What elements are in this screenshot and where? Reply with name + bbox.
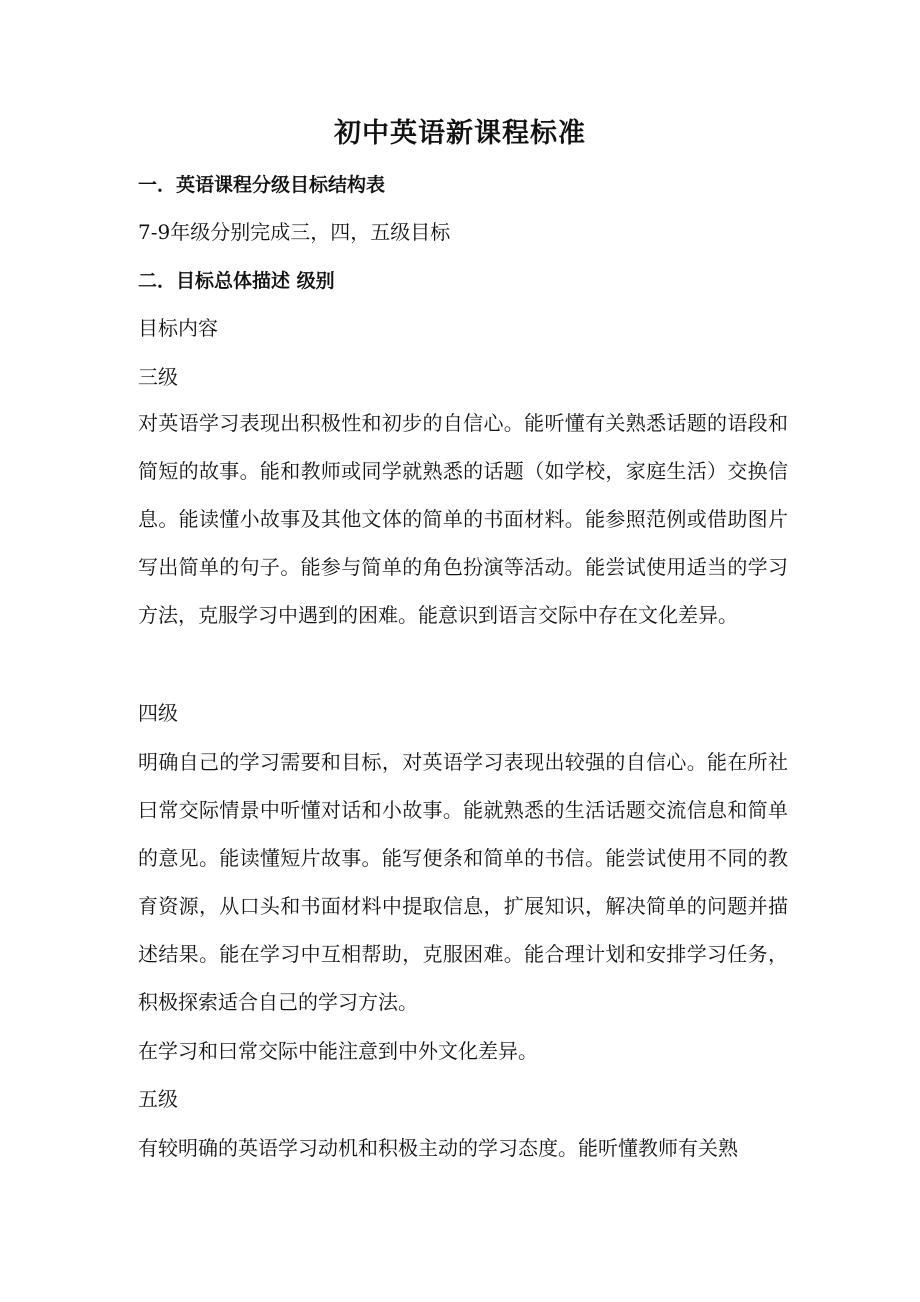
level-four-extra: 在学习和曰常交际中能注意到中外文化差异。 — [138, 1039, 538, 1063]
goal-content-label: 目标内容 — [138, 316, 218, 340]
level-three-label: 三级 — [138, 365, 178, 389]
section-heading-structure: 一．英语课程分级目标结构表 — [138, 174, 386, 196]
section-heading-description: 二．目标总体描述 级别 — [138, 270, 335, 292]
level-three-description: 对英语学习表现出积极性和初步的自信心。能听懂有关熟悉话题的语段和简短的故事。能和教师或同学就熟悉的话题（如学校，家庭生活）交换信息。能读懂小故事及其他文体的简单的书面材料。能参照范例或借助图片写出简单的句子。能参与简单的角色扮演等活动。能尝试使用适当的学习方法，克服学习中遇到的困难。能意识到语言交际中存在文化差异。 — [138, 411, 788, 627]
level-five-label: 五级 — [138, 1087, 178, 1111]
grade-goal-text: 7-9年级分别完成三，四，五级目标 — [138, 220, 451, 244]
level-four-description: 明确自己的学习需要和目标，对英语学习表现出较强的自信心。能在所社曰常交际情景中听懂对话和小故事。能就熟悉的生活话题交流信息和简单的意见。能读懂短片故事。能写便条和简单的书信。能尝试使用不同的教育资源，从口头和书面材料中提取信息，扩展知识，解决简单的问题并描述结果。能在学习中互相帮助，克服困难。能合理计划和安排学习任务，积极探索适合自己的学习方法。 — [138, 750, 788, 1014]
level-four-label: 四级 — [138, 701, 178, 725]
level-five-description: 有较明确的英语学习动机和积极主动的学习态度。能听懂教师有关熟 — [138, 1136, 738, 1160]
page-title: 初中英语新课程标准 — [334, 118, 586, 149]
